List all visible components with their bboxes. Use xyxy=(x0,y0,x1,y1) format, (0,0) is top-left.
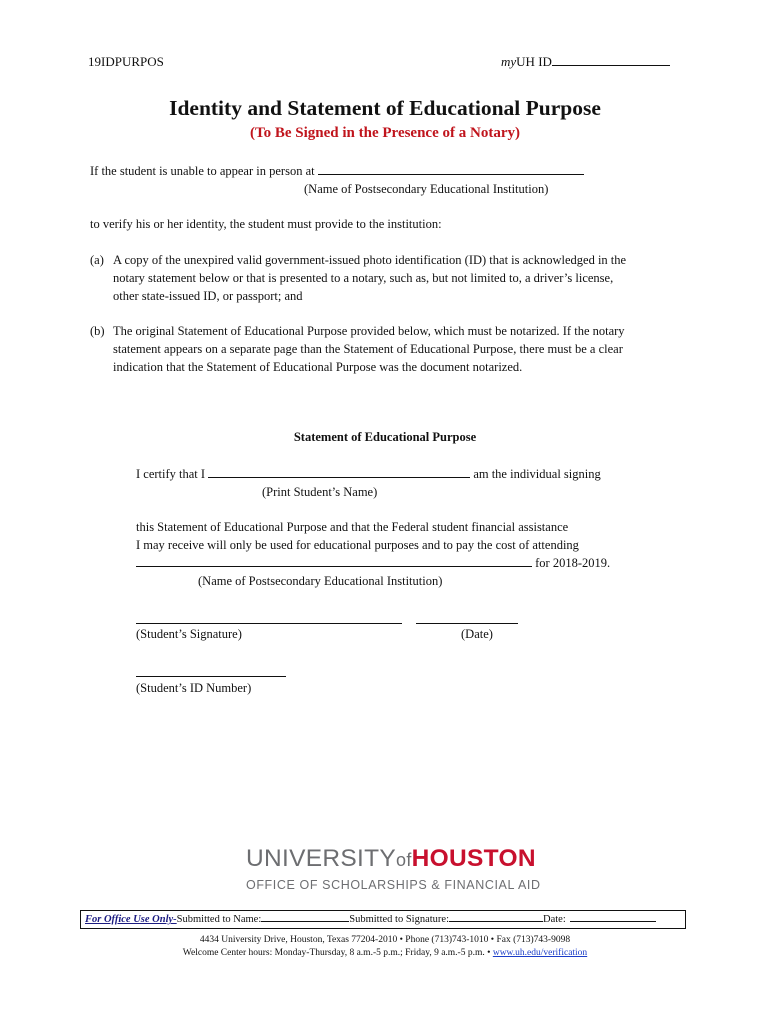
statement-body-line: I may receive will only be used for educational purposes and to pay the cost of attending xyxy=(136,538,579,552)
date-caption: (Date) xyxy=(461,627,493,641)
statement-body-line: this Statement of Educational Purpose and that the Federal student financial assistance xyxy=(136,520,569,534)
item-b-line: statement appears on a separate page than the Statement of Educational Purpose, there must be a clear xyxy=(113,342,623,356)
verification-link[interactable]: www.uh.edu/verification xyxy=(492,948,588,958)
institution-name-blank[interactable] xyxy=(318,164,584,175)
item-a-label: (a) xyxy=(90,253,104,267)
logo-houston: HOUSTON xyxy=(411,845,536,872)
intro-text: If the student is unable to appear in person at xyxy=(90,164,315,178)
office-use-box xyxy=(80,910,686,929)
certify-suffix: am the individual signing xyxy=(473,467,601,481)
myuh-id-field[interactable] xyxy=(501,54,670,70)
item-b-line: indication that the Statement of Educational Purpose was the document notarized. xyxy=(113,360,523,374)
footer-hours-row xyxy=(0,947,770,960)
signature-caption: (Student’s Signature) xyxy=(136,627,242,641)
uh-logo xyxy=(246,845,541,892)
page-title: Identity and Statement of Educational Purpose xyxy=(169,96,601,120)
certify-line xyxy=(136,465,601,483)
student-name-blank[interactable] xyxy=(208,467,470,478)
page-subtitle: (To Be Signed in the Presence of a Notary) xyxy=(250,125,520,141)
office-date-label: Date: xyxy=(543,914,566,925)
item-a-line: notary statement below or that is presented to a notary, such as, but not limited to, a driver’s license, xyxy=(113,271,614,285)
intro-line-1 xyxy=(90,162,584,180)
myuh-prefix: my xyxy=(501,54,517,69)
submitted-to-name-label: Submitted to Name: xyxy=(176,914,262,925)
myuh-id-blank[interactable] xyxy=(552,55,670,66)
statement-body-line-3 xyxy=(136,554,610,572)
form-code: 19IDPURPOS xyxy=(88,54,164,69)
logo-university: UNIVERSITY xyxy=(246,845,397,872)
institution-caption: (Name of Postsecondary Educational Institution) xyxy=(304,182,549,196)
date-blank[interactable] xyxy=(416,613,518,624)
aid-year: for 2018-2019. xyxy=(535,556,611,570)
uh-logo-wordmark xyxy=(246,845,536,873)
logo-of: of xyxy=(396,850,412,870)
submitted-to-name-blank[interactable] xyxy=(261,911,349,922)
signature-blank[interactable] xyxy=(136,613,402,624)
item-b-label: (b) xyxy=(90,324,105,338)
attending-institution-blank[interactable] xyxy=(136,556,532,567)
office-date-blank[interactable] xyxy=(570,911,656,922)
item-a-line: A copy of the unexpired valid government-issued photo identification (ID) that is acknowledged in the xyxy=(113,253,627,267)
submitted-to-signature-blank[interactable] xyxy=(449,911,543,922)
myuh-id-label: UH ID xyxy=(516,54,552,69)
certify-prefix: I certify that I xyxy=(136,467,206,481)
item-b-line: The original Statement of Educational Purpose provided below, which must be notarized. If the notary xyxy=(113,324,625,338)
statement-heading: Statement of Educational Purpose xyxy=(293,430,477,444)
student-id-blank[interactable] xyxy=(136,666,286,677)
footer-address: 4434 University Drive, Houston, Texas 77204-2010 • Phone (713)743-1010 • Fax (713)743-9098 xyxy=(199,935,571,945)
print-name-caption: (Print Student’s Name) xyxy=(262,485,378,499)
office-use-label: For Office Use Only- xyxy=(85,914,177,925)
logo-office: OFFICE OF SCHOLARSHIPS & FINANCIAL AID xyxy=(246,878,541,892)
item-a-line: other state-issued ID, or passport; and xyxy=(113,289,303,303)
id-caption: (Student’s ID Number) xyxy=(136,681,252,695)
institution-caption-2: (Name of Postsecondary Educational Institution) xyxy=(198,574,443,588)
intro-line-2: to verify his or her identity, the student must provide to the institution: xyxy=(90,217,442,231)
submitted-to-signature-label: Submitted to Signature: xyxy=(349,914,449,925)
footer-hours: Welcome Center hours: Monday-Thursday, 8 a.m.-5 p.m.; Friday, 9 a.m.-5 p.m. • xyxy=(182,948,491,958)
